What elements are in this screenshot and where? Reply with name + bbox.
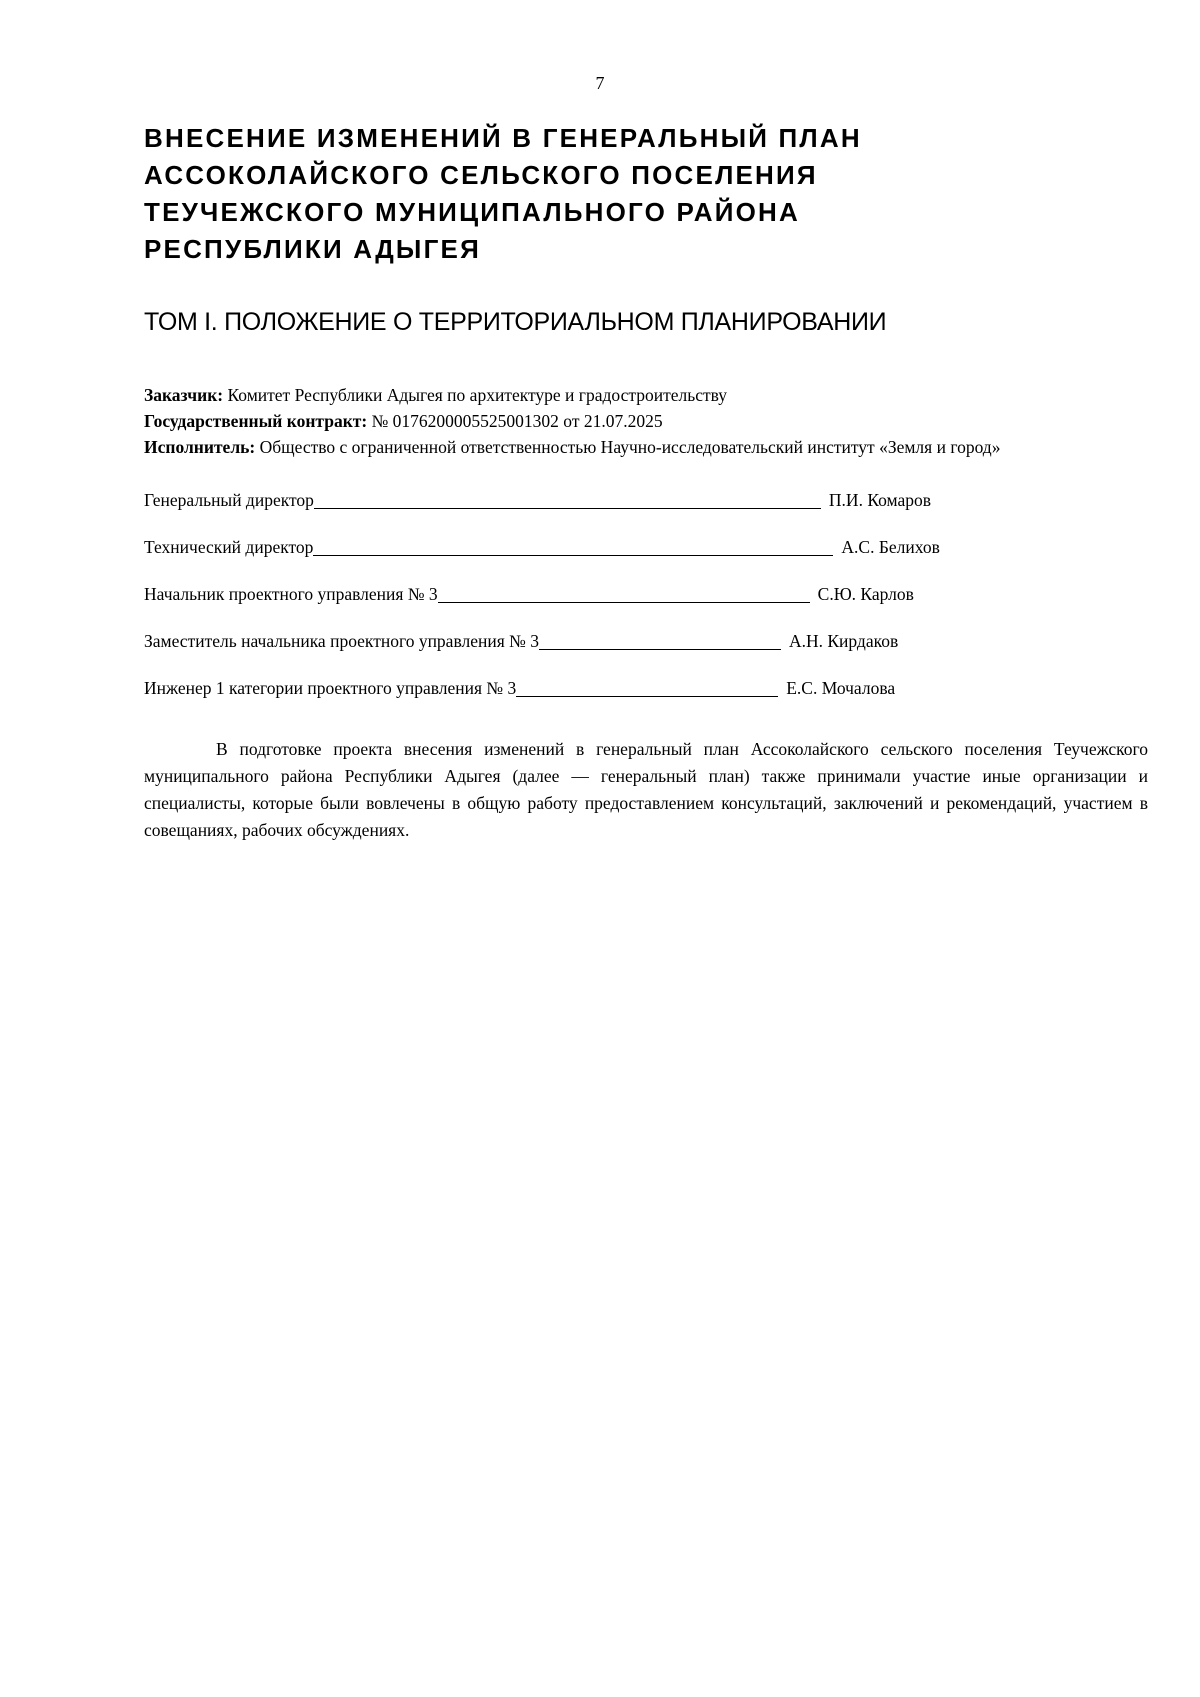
- customer-line: [144, 382, 1154, 408]
- title-line: ВНЕСЕНИЕ ИЗМЕНЕНИЙ В ГЕНЕРАЛЬНЫЙ ПЛАН: [144, 123, 862, 153]
- contract-line: [144, 408, 1154, 434]
- signature-title: Заместитель начальника проектного управления № 3: [144, 631, 539, 651]
- signature-title: Генеральный директор: [144, 490, 314, 510]
- signature-row-general-director: [144, 488, 984, 512]
- signature-name: Е.С. Мочалова: [786, 678, 896, 698]
- signature-line: [516, 677, 778, 697]
- signature-row-department-head: [144, 582, 984, 606]
- document-title: [144, 120, 1144, 268]
- signature-name: А.Н. Кирдаков: [788, 631, 899, 651]
- signature-line: [438, 583, 810, 603]
- contract-label: Государственный контракт:: [144, 411, 368, 431]
- signature-name: А.С. Белихов: [841, 537, 940, 557]
- signature-name: П.И. Комаров: [828, 490, 932, 510]
- contract-value: № 0176200005525001302 от 21.07.2025: [367, 411, 663, 431]
- paragraph-text: В подготовке проекта внесения изменений в генеральный план Ассоколайского сельского поселения Теучежского муниципального района Республики Адыгея (далее — генеральный план) также принимали участие иные организации и специалисты, которые были вовлечены в общую работу предоставлением консультаций, заключений и рекомендаций, участием в совещаниях, рабочих обсуждениях.: [144, 739, 1148, 840]
- volume-title: ТОМ I. ПОЛОЖЕНИЕ О ТЕРРИТОРИАЛЬНОМ ПЛАНИРОВАНИИ: [144, 308, 887, 336]
- customer-label: Заказчик:: [144, 385, 224, 405]
- title-line: РЕСПУБЛИКИ АДЫГЕЯ: [144, 234, 481, 264]
- signature-line: [539, 630, 781, 650]
- signature-title: Начальник проектного управления № 3: [144, 584, 438, 604]
- signature-row-engineer: [144, 676, 984, 700]
- signature-name: С.Ю. Карлов: [817, 584, 914, 604]
- contractor-value: Общество с ограниченной ответственностью Научно-исследовательский институт «Земля и город»: [255, 437, 1001, 457]
- signature-line: [314, 489, 821, 509]
- title-line: АССОКОЛАЙСКОГО СЕЛЬСКОГО ПОСЕЛЕНИЯ: [144, 160, 818, 190]
- contractor-line: [144, 434, 1154, 460]
- title-line: ТЕУЧЕЖСКОГО МУНИЦИПАЛЬНОГО РАЙОНА: [144, 197, 801, 227]
- signature-row-technical-director: [144, 535, 984, 559]
- signature-title: Технический директор: [144, 537, 314, 557]
- participants-paragraph: [144, 736, 1148, 844]
- signature-block: [144, 488, 984, 723]
- contract-info: [144, 382, 1154, 460]
- signature-line: [313, 536, 833, 556]
- contractor-label: Исполнитель:: [144, 437, 256, 457]
- customer-value: Комитет Республики Адыгея по архитектуре и градостроительству: [223, 385, 728, 405]
- page-number: 7: [595, 73, 605, 93]
- signature-title: Инженер 1 категории проектного управления № 3: [144, 678, 517, 698]
- signature-row-deputy-head: [144, 629, 984, 653]
